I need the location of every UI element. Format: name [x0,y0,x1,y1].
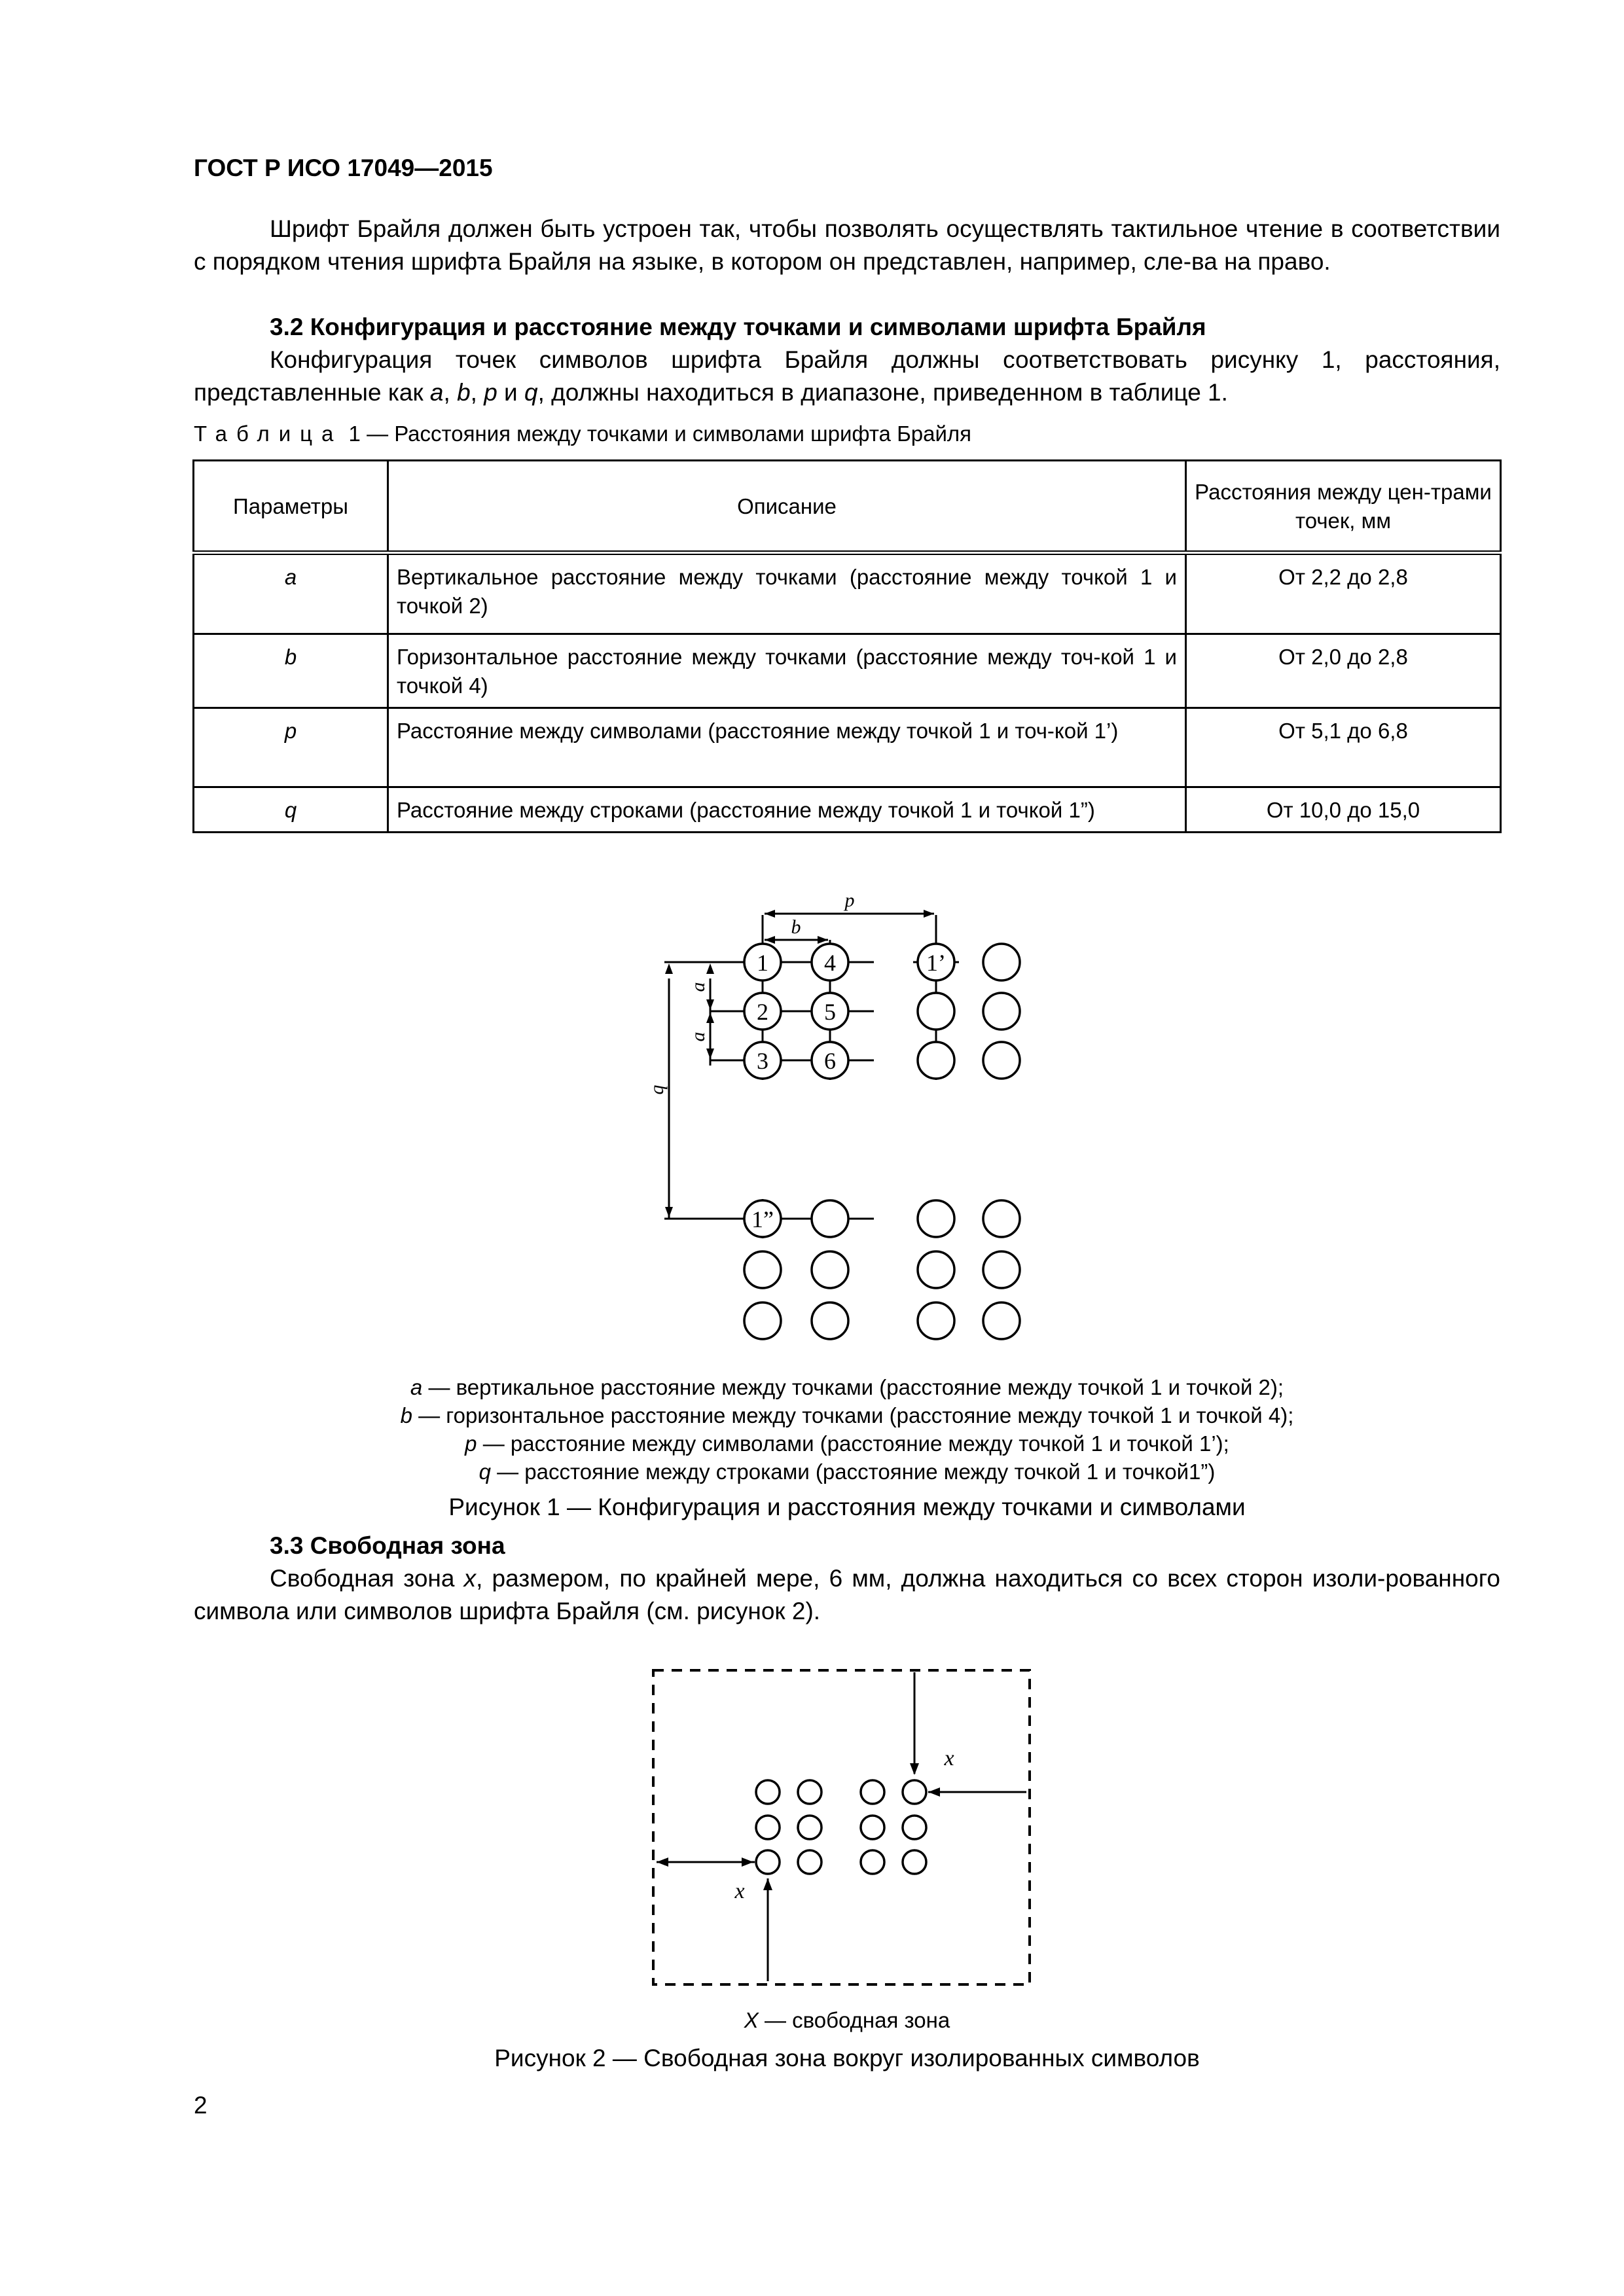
param-cell: q [194,787,388,833]
section-3-3-paragraph: Свободная зона x, размером, по крайней мере, 6 мм, должна находиться со всех сторон изоли-рованного символа или символов шрифта Брайля (см. рисунок 2). [194,1565,1500,1624]
param-cell: a [194,553,388,634]
figure2-caption: Рисунок 2 — Свободная зона вокруг изолированных символов [494,2045,1200,2072]
description-cell: Горизонтальное расстояние между точками (расстояние между точ-кой 1 и точкой 4) [388,634,1186,708]
figure2-legend: X — свободная зона [744,2008,950,2032]
x-arrowhead-left-outer [657,1857,668,1867]
x-arrowhead-top [910,1763,919,1775]
free-zone-dot [903,1816,926,1839]
free-zone-boundary [653,1670,1030,1984]
label-x-top: x [944,1746,954,1770]
description-cell: Вертикальное расстояние между точками (расстояние между точкой 1 и точкой 2) [388,553,1186,634]
x-arrowhead-left-inner [742,1857,753,1867]
dot-label-1: 1 [757,950,768,976]
free-zone-dot [861,1816,884,1839]
param-cell: b [194,634,388,708]
x-arrowhead-bottom [763,1878,772,1890]
label-a-1: a [687,982,709,992]
dot-label-4: 4 [824,950,836,976]
free-zone-dot [756,1850,780,1874]
free-zone-dot [798,1816,821,1839]
label-b: b [791,916,801,938]
table-caption: Таблица 1 — Расстояния между точками и символами шрифта Брайля [194,422,971,446]
dot-label-3: 3 [757,1048,768,1074]
dot-label-6: 6 [824,1048,836,1074]
section-3-2-paragraph: Конфигурация точек символов шрифта Брайля должны соответствовать рисунку 1, расстояния, представленные как a, b, p и q, должны находиться в диапазоне, приведенном в таблице 1. [194,346,1500,406]
range-cell: От 5,1 до 6,8 [1186,708,1501,787]
free-zone-dot [798,1850,821,1874]
intro-paragraph: Шрифт Брайля должен быть устроен так, чтобы позволять осуществлять тактильное чтение в соответствии с порядком чтения шрифта Брайля на языке, в котором он представлен, например, сле-ва на право. [194,215,1500,275]
section-3-3-heading: 3.3 Свободная зона [270,1532,505,1559]
description-cell: Расстояние между символами (расстояние между точкой 1 и точ-кой 1’) [388,708,1186,787]
range-cell: От 10,0 до 15,0 [1186,787,1501,833]
x-arrowhead-right [928,1787,940,1797]
document-header: ГОСТ Р ИСО 17049—2015 [194,154,493,181]
free-zone-dot [861,1780,884,1804]
range-cell: От 2,0 до 2,8 [1186,634,1501,708]
header-distances: Расстояния между цен-трами точек, мм [1186,461,1501,553]
dot-label-2: 2 [757,999,768,1025]
label-p: p [844,889,855,911]
figure1-caption: Рисунок 1 — Конфигурация и расстояния между точками и символами [448,1494,1246,1520]
label-a-2: a [687,1031,709,1042]
dot-label-5: 5 [824,999,836,1025]
description-cell: Расстояние между строками (расстояние между точкой 1 и точкой 1”) [388,787,1186,833]
legend-line-a: a — вертикальное расстояние между точками (расстояние между точкой 1 и точкой 2); [410,1375,1284,1399]
section-3-2-heading: 3.2 Конфигурация и расстояние между точками и символами шрифта Брайля [270,314,1206,340]
free-zone-dot [756,1816,780,1839]
range-cell: От 2,2 до 2,8 [1186,553,1501,634]
free-zone-dot [756,1780,780,1804]
legend-line-p: p — расстояние между символами (расстояние между точкой 1 и точкой 1’); [465,1431,1229,1456]
label-q: q [646,1085,668,1095]
free-zone-dot [861,1850,884,1874]
free-zone-dot [798,1780,821,1804]
header-parameters: Параметры [194,461,388,553]
free-zone-dot [903,1780,926,1804]
param-cell: p [194,708,388,787]
free-zone-dot [903,1850,926,1874]
legend-line-q: q — расстояние между строками (расстояние между точкой 1 и точкой1”) [478,1460,1216,1484]
page-number: 2 [194,2092,208,2119]
header-description: Описание [388,461,1186,553]
label-x-left: x [734,1879,745,1903]
dot-label-1-double-prime: 1” [751,1206,774,1232]
legend-line-b: b — горизонтальное расстояние между точками (расстояние между точкой 1 и точкой 4); [400,1403,1294,1427]
dot-label-1-prime: 1’ [926,950,946,976]
